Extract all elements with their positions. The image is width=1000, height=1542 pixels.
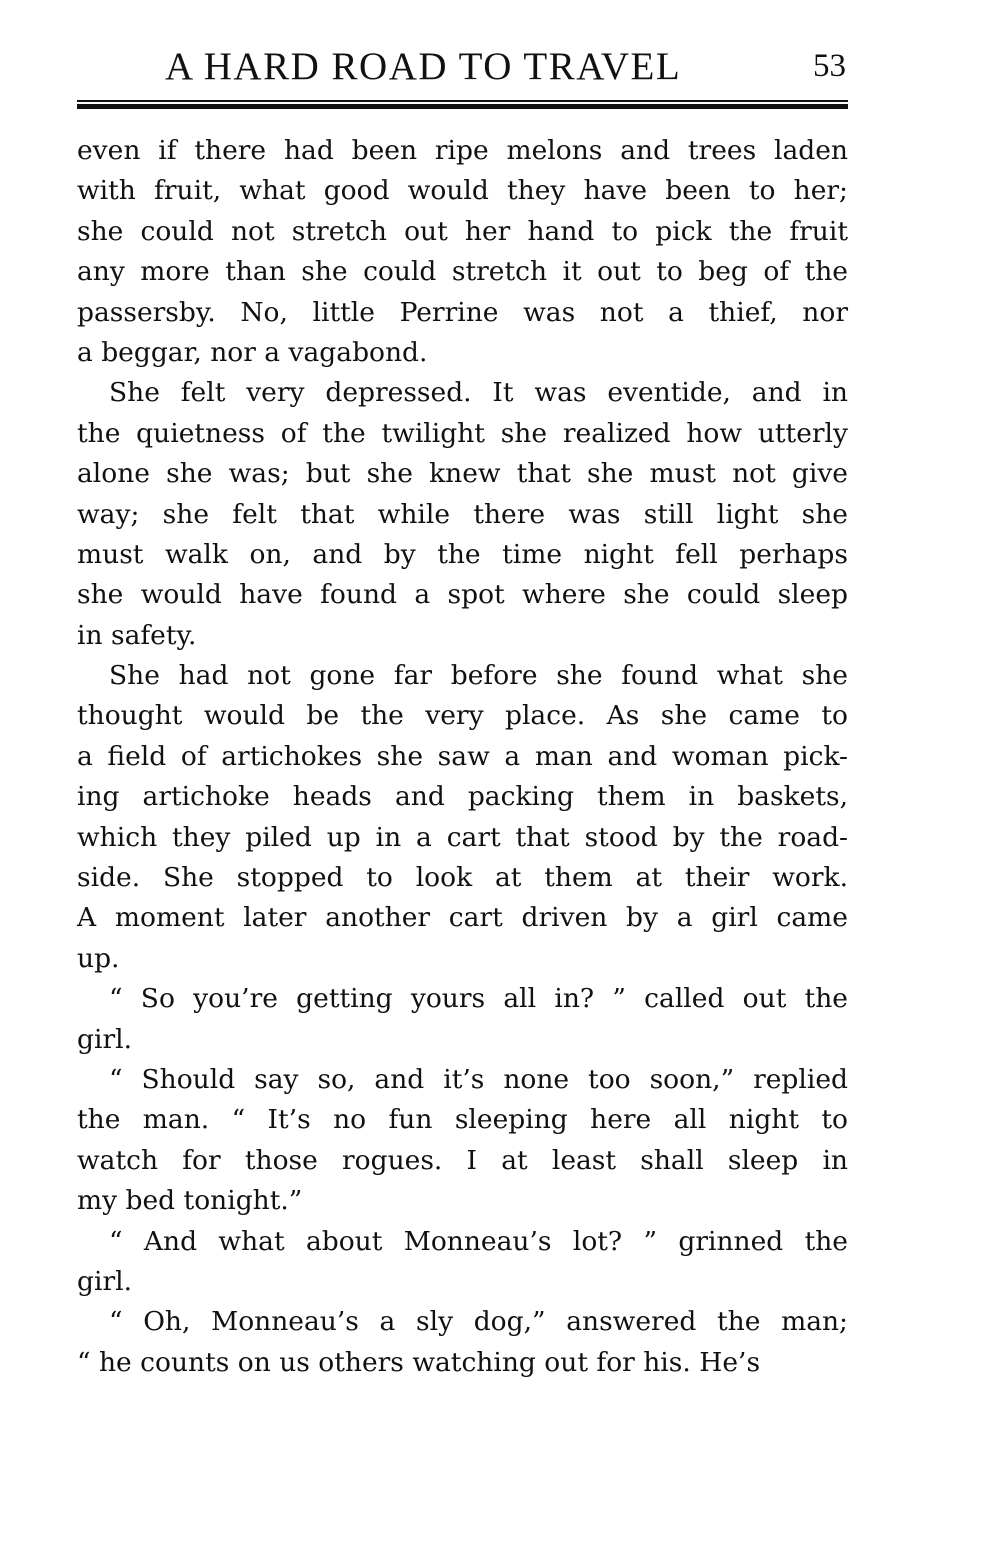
text-line: the quietness of the twilight she realized how utterly [77, 417, 848, 449]
text-line: “ So you’re getting yours all in? ” called out the [109, 983, 848, 1015]
text-line: “ Oh, Monneau’s a sly dog,” answered the man; [109, 1306, 848, 1338]
text-line: side. She stopped to look at them at their work. [77, 862, 848, 894]
text-line: she could not stretch out her hand to pick the fruit [77, 215, 848, 247]
text-line: which they piled up in a cart that stood by the road- [77, 821, 848, 853]
text-line: my bed tonight.” [77, 1185, 303, 1217]
page-number: 53 [813, 48, 846, 84]
paragraph [77, 131, 848, 373]
text-line: “ And what about Monneau’s lot? ” grinned the [109, 1225, 848, 1257]
text-line: “ he counts on us others watching out for his. He’s [77, 1346, 761, 1378]
paragraph [77, 1060, 848, 1222]
running-header [77, 42, 848, 100]
text-line: girl. [77, 1023, 133, 1055]
text-line: any more than she could stretch it out to beg of the [77, 256, 848, 288]
book-page [77, 42, 848, 1383]
text-line: even if there had been ripe melons and trees laden [77, 135, 848, 166]
text-line: a field of artichokes she saw a man and woman pick- [77, 740, 848, 772]
text-line: “ Should say so, and it’s none too soon,” replied [109, 1063, 848, 1095]
text-line: watch for those rogues. I at least shall sleep in [77, 1144, 848, 1176]
paragraph [77, 979, 848, 1060]
text-line: She felt very depressed. It was eventide, and in [109, 377, 848, 409]
running-title: A HARD ROAD TO TRAVEL [165, 45, 682, 88]
text-line: alone she was; but she knew that she must not give [77, 458, 848, 490]
text-line: passersby. No, little Perrine was not a thief, nor [77, 296, 848, 328]
text-line: must walk on, and by the time night fell perhaps [77, 538, 848, 570]
paragraph [77, 1222, 848, 1303]
text-line: up. [77, 942, 120, 974]
paragraph [77, 1302, 848, 1383]
text-line: A moment later another cart driven by a girl came [77, 902, 848, 934]
paragraph [77, 373, 848, 656]
text-line: She had not gone far before she found what she [109, 660, 848, 692]
text-line: girl. [77, 1265, 133, 1297]
text-line: she would have found a spot where she could sleep [77, 579, 848, 611]
text-line: a beggar, nor a vagabond. [77, 336, 428, 368]
text-line: ing artichoke heads and packing them in baskets, [77, 781, 848, 813]
text-line: thought would be the very place. As she came to [77, 700, 848, 732]
body-text [77, 131, 848, 1383]
paragraph [77, 656, 848, 979]
text-line: the man. “ It’s no fun sleeping here all night to [77, 1104, 848, 1136]
text-line: with fruit, what good would they have been to her; [77, 175, 848, 207]
text-line: in safety. [77, 619, 197, 651]
header-rule [77, 100, 848, 109]
text-line: way; she felt that while there was still light she [77, 498, 848, 530]
